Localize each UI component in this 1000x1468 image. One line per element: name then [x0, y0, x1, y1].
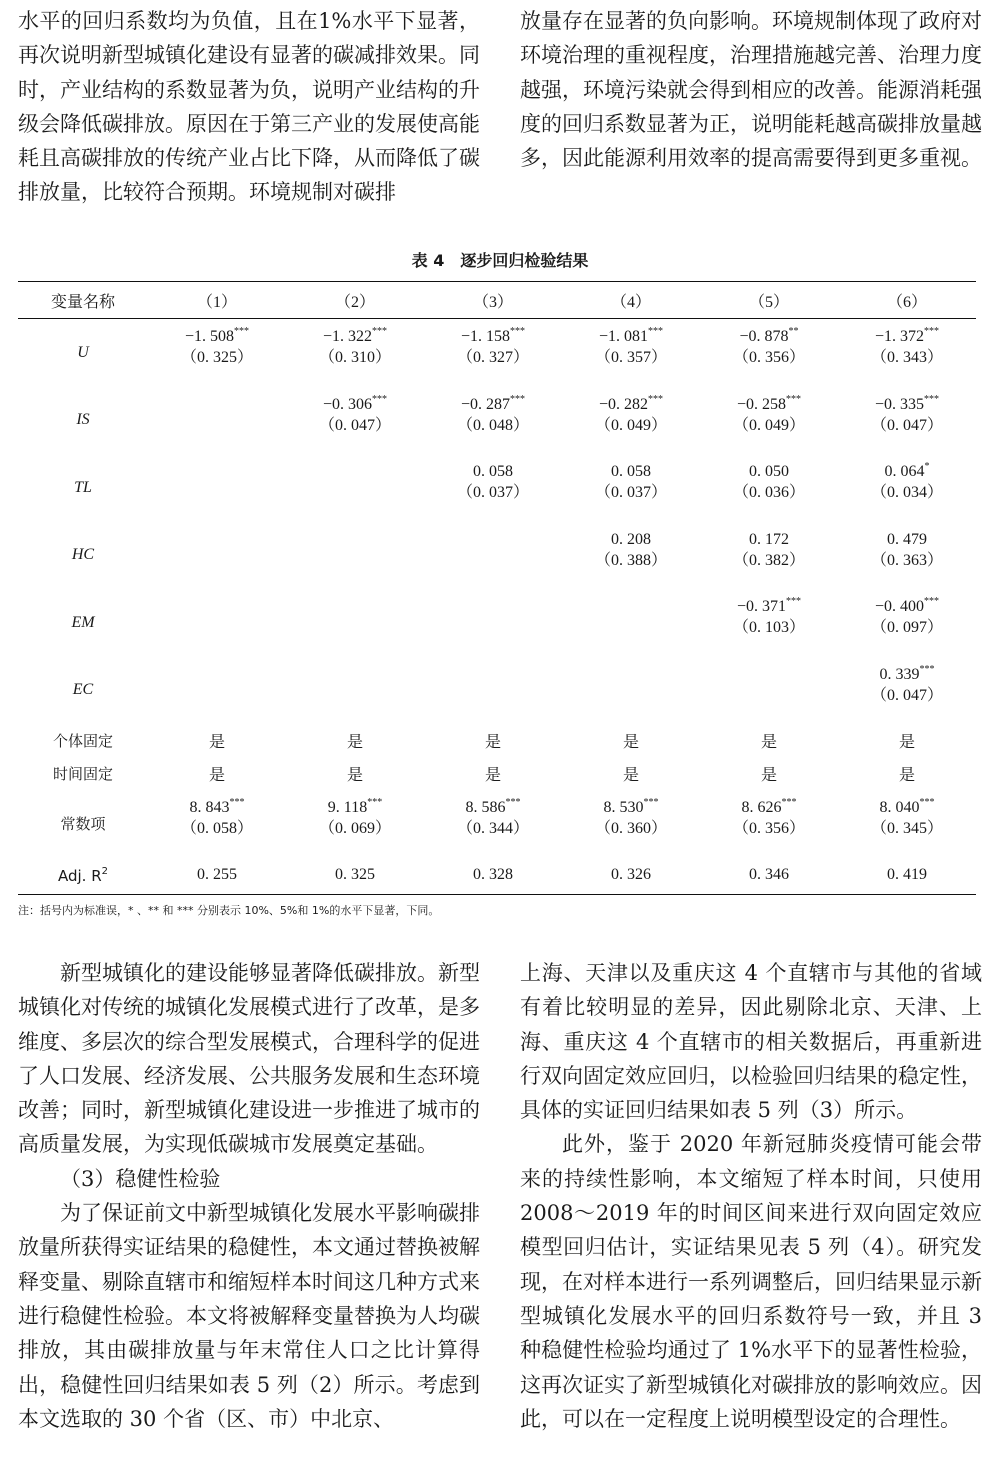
table-cell: [424, 589, 562, 657]
standard-error: [148, 480, 286, 506]
standard-error: （0. 047）: [870, 416, 943, 434]
coefficient-number: −0. 371: [736, 598, 787, 615]
table-cell: [424, 790, 562, 856]
standard-error: （0. 356）: [732, 349, 805, 366]
significance-stars: **: [788, 326, 799, 337]
standard-error: [700, 683, 838, 709]
coefficient-number: −1. 372: [874, 328, 925, 345]
table-cell: 是: [622, 767, 639, 784]
standard-error: （0. 360）: [594, 820, 667, 837]
table-cell: [286, 790, 424, 856]
coefficient-value: [700, 319, 838, 345]
coefficient-number: −0. 335: [874, 395, 925, 413]
header-cell: （2）: [286, 282, 424, 319]
variable-name: TL: [74, 478, 92, 496]
coefficient-value: [562, 522, 700, 548]
significance-stars: ***: [648, 326, 664, 337]
table-cell: 0. 326: [562, 856, 700, 895]
significance-stars: ***: [372, 326, 388, 337]
top-left-column: [18, 4, 480, 210]
body-paragraph: 为了保证前文中新型城镇化发展水平影响碳排放量所获得实证结果的稳健性，本文通过替换被解释变量、剔除直辖市和缩短样本时间这几种方式来进行稳健性检验。本文将被解释变量替换为人均碳排放，其由碳排放量与年末常住人口之比计算得出，稳健性回归结果如表 5 列（2）所示。考虑到本文选取的 30 个省（区、市）中北京、: [18, 1201, 480, 1431]
significance-stars: ***: [234, 326, 250, 337]
standard-error: （0. 034）: [870, 484, 943, 501]
coefficient-value: [424, 319, 562, 345]
coefficient-value: [838, 790, 976, 816]
coefficient-value: [700, 454, 838, 480]
coefficient-value: [424, 589, 562, 615]
standard-error: [424, 615, 562, 641]
table-cell: 0. 346: [700, 856, 838, 895]
table-cell: [286, 589, 424, 657]
table-cell: 是: [760, 734, 777, 751]
coefficient-value: [148, 657, 286, 683]
coefficient-number: 0. 058: [473, 463, 513, 480]
standard-error: （0. 357）: [594, 349, 667, 366]
standard-error: （0. 047）: [870, 686, 943, 704]
table-row: [18, 589, 976, 657]
standard-error: （0. 049）: [594, 416, 667, 434]
table-body: [18, 319, 976, 895]
table-cell: 0. 419: [838, 856, 976, 895]
header-cell: （1）: [148, 282, 286, 319]
coefficient-value: [838, 589, 976, 615]
standard-error: [562, 615, 700, 641]
coefficient-number: 0. 208: [611, 530, 651, 548]
coefficient-value: [286, 319, 424, 345]
coefficient-value: [286, 790, 424, 816]
standard-error: （0. 343）: [870, 349, 943, 366]
table-cell: 是: [622, 734, 639, 751]
row-label: 时间固定: [52, 765, 113, 783]
table-cell: 是: [208, 734, 225, 751]
variable-name: HC: [71, 546, 95, 564]
standard-error: [286, 615, 424, 641]
coefficient-number: −0. 287: [460, 395, 511, 413]
coefficient-value: [286, 589, 424, 615]
body-paragraph: 新型城镇化的建设能够显著降低碳排放。新型城镇化对传统的城镇化发展模式进行了改革，是多维度、多层次的综合型发展模式，合理科学的促进了人口发展、经济发展、公共服务发展和生态环境改善；同时，新型城镇化建设进一步推进了城市的高质量发展，为实现低碳城市发展奠定基础。: [18, 961, 480, 1157]
significance-stars: ***: [924, 393, 940, 405]
standard-error: [424, 548, 562, 574]
table-row: [18, 657, 976, 725]
significance-stars: ***: [367, 797, 383, 808]
standard-error: [148, 683, 286, 709]
standard-error: （0. 310）: [318, 349, 391, 366]
variable-name: EM: [71, 613, 95, 631]
table-cell: 是: [760, 767, 777, 784]
coefficient-value: [286, 387, 424, 413]
bottom-left-column: [18, 956, 480, 1436]
coefficient-value: [562, 454, 700, 480]
standard-error: [286, 480, 424, 506]
coefficient-value: [148, 522, 286, 548]
standard-error: （0. 069）: [318, 820, 391, 837]
body-paragraph: 此外，鉴于 2020 年新冠肺炎疫情可能会带来的持续性影响，本文缩短了样本时间，只使用 2008～2019 年的时间区间来进行双向固定效应模型回归估计，实证结果见表 5 列（4）。研究发现，在对样本进行一系列调整后，回归结果显示新型城镇化发展水平的回归系数符号一致，并且 3 种稳健性检验均通过了 1%水平下的显著性检验，这再次证实了新型城镇化对碳排放的影响效应。因此，可以在一定程度上说明模型设定的合理性。: [520, 1132, 982, 1431]
table-row: [18, 387, 976, 455]
table-note: 注：括号内为标准误，* 、** 和 *** 分别表示 10%、5%和 1%的水平下显著，下同。: [18, 904, 440, 917]
coefficient-value: [148, 319, 286, 345]
table-row: [18, 790, 976, 856]
coefficient-value: [562, 790, 700, 816]
coefficient-number: 8. 843: [189, 799, 230, 816]
coefficient-value: [424, 454, 562, 480]
coefficient-number: 0. 050: [749, 463, 789, 480]
standard-error: （0. 363）: [870, 551, 943, 569]
coefficient-value: [562, 319, 700, 345]
coefficient-value: [838, 319, 976, 345]
table-cell: [424, 387, 562, 455]
table-cell: [424, 657, 562, 725]
table-cell: 0. 328: [424, 856, 562, 895]
body-text: 放量存在显著的负向影响。环境规制体现了政府对环境治理的重视程度，治理措施越完善、治理力度越强，环境污染就会得到相应的改善。能源消耗强度的回归系数显著为正，说明能耗越高碳排放量越多，因此能源利用效率的提高需要得到更多重视。: [520, 9, 982, 171]
table-row: [18, 724, 976, 757]
table-cell: [148, 522, 286, 590]
table-cell: [286, 522, 424, 590]
coefficient-value: [700, 589, 838, 615]
table-cell: [700, 589, 838, 657]
significance-stars: ***: [924, 596, 940, 607]
table-cell: [148, 657, 286, 725]
table-cell: [700, 454, 838, 522]
coefficient-value: [148, 387, 286, 413]
table-row: [18, 319, 976, 387]
significance-stars: ***: [648, 393, 664, 405]
coefficient-number: −1. 322: [322, 328, 373, 345]
coefficient-number: 8. 530: [603, 799, 644, 816]
table-cell: [700, 522, 838, 590]
standard-error: （0. 345）: [870, 820, 943, 837]
coefficient-number: 8. 586: [465, 799, 506, 816]
coefficient-number: −0. 400: [874, 598, 925, 615]
bottom-right-column: [520, 956, 982, 1436]
coefficient-value: [700, 790, 838, 816]
table-cell: [838, 522, 976, 590]
table-header-row: [18, 282, 976, 319]
table-cell: [838, 657, 976, 725]
coefficient-number: 8. 626: [741, 799, 782, 816]
table-cell: 是: [346, 767, 363, 784]
standard-error: [148, 413, 286, 439]
coefficient-value: [424, 657, 562, 683]
table-cell: [424, 319, 562, 387]
table-cell: 是: [898, 734, 915, 751]
coefficient-value: [562, 589, 700, 615]
standard-error: [424, 683, 562, 709]
coefficient-value: [838, 387, 976, 413]
coefficient-number: 0. 172: [749, 530, 789, 548]
standard-error: [562, 683, 700, 709]
table-cell: [700, 387, 838, 455]
table-cell: [562, 319, 700, 387]
coefficient-number: 0. 339: [879, 665, 920, 683]
coefficient-value: [424, 790, 562, 816]
table-row: [18, 856, 976, 895]
significance-stars: ***: [786, 393, 802, 405]
header-cell: （6）: [838, 282, 976, 319]
significance-stars: ***: [924, 326, 940, 337]
table-cell: [286, 387, 424, 455]
table-cell: [838, 319, 976, 387]
standard-error: [148, 615, 286, 641]
coefficient-value: [838, 657, 976, 683]
coefficient-value: [838, 522, 976, 548]
table-cell: [562, 589, 700, 657]
significance-stars: ***: [510, 326, 526, 337]
table-row: [18, 522, 976, 590]
coefficient-number: 0. 479: [887, 530, 927, 548]
significance-stars: ***: [781, 797, 797, 808]
significance-stars: ***: [505, 797, 521, 808]
table-cell: [838, 387, 976, 455]
coefficient-value: [838, 454, 976, 480]
coefficient-number: −0. 258: [736, 395, 787, 413]
standard-error: （0. 388）: [594, 551, 667, 569]
standard-error: （0. 325）: [180, 349, 253, 366]
significance-stars: ***: [919, 797, 935, 808]
coefficient-value: [700, 657, 838, 683]
row-label: 常数项: [60, 814, 106, 833]
standard-error: （0. 058）: [180, 820, 253, 837]
standard-error: （0. 047）: [318, 416, 391, 434]
table-title: 表 4 逐步回归检验结果: [411, 251, 589, 270]
table-cell: [286, 657, 424, 725]
standard-error: （0. 097）: [870, 619, 943, 636]
table-cell: [700, 790, 838, 856]
body-text: 水平的回归系数均为负值，且在1%水平下显著，再次说明新型城镇化建设有显著的碳减排效果。同时，产业结构的系数显著为负，说明产业结构的升级会降低碳排放。原因在于第三产业的发展使高能耗且高碳排放的传统产业占比下降，从而降低了碳排放量，比较符合预期。环境规制对碳排: [18, 9, 480, 205]
standard-error: [286, 548, 424, 574]
table-cell: [700, 319, 838, 387]
coefficient-value: [286, 522, 424, 548]
table-row: [18, 454, 976, 522]
table-cell: 是: [346, 734, 363, 751]
table-cell: [424, 454, 562, 522]
coefficient-number: 0. 064: [884, 463, 925, 480]
coefficient-value: [148, 454, 286, 480]
header-cell: （3）: [424, 282, 562, 319]
top-right-column: [520, 4, 982, 175]
significance-stars: ***: [786, 596, 802, 607]
standard-error: （0. 327）: [456, 349, 529, 366]
table-cell: [562, 522, 700, 590]
coefficient-number: 9. 118: [327, 799, 368, 816]
coefficient-number: −0. 878: [739, 328, 789, 345]
coefficient-number: −0. 282: [598, 395, 649, 413]
coefficient-value: [562, 387, 700, 413]
table-cell: [838, 790, 976, 856]
standard-error: （0. 049）: [732, 416, 805, 434]
coefficient-value: [562, 657, 700, 683]
significance-stars: ***: [372, 393, 388, 405]
standard-error: [286, 683, 424, 709]
header-cell: （4）: [562, 282, 700, 319]
adj-r2-label: Adj. R: [57, 866, 102, 885]
table-cell: 0. 325: [286, 856, 424, 895]
coefficient-value: [700, 522, 838, 548]
standard-error: （0. 037）: [456, 484, 529, 501]
coefficient-value: [148, 790, 286, 816]
table-cell: [148, 589, 286, 657]
table-cell: 是: [484, 734, 501, 751]
table-cell: 是: [898, 767, 915, 784]
coefficient-number: −0. 306: [322, 395, 373, 413]
coefficient-value: [148, 589, 286, 615]
table-cell: [562, 657, 700, 725]
standard-error: （0. 037）: [594, 484, 667, 501]
table-cell: [838, 454, 976, 522]
row-label: [18, 856, 148, 895]
coefficient-value: [424, 522, 562, 548]
coefficient-number: −1. 081: [598, 328, 649, 345]
standard-error: [148, 548, 286, 574]
table-cell: [286, 319, 424, 387]
coefficient-value: [286, 454, 424, 480]
table-cell: [148, 387, 286, 455]
row-label: 个体固定: [52, 732, 113, 750]
table-cell: [424, 522, 562, 590]
significance-stars: *: [924, 461, 930, 472]
table-cell: [562, 790, 700, 856]
table-cell: [286, 454, 424, 522]
standard-error: （0. 356）: [732, 820, 805, 837]
significance-stars: ***: [510, 393, 526, 405]
coefficient-number: −1. 158: [460, 328, 511, 345]
table-cell: [562, 387, 700, 455]
section-heading: （3）稳健性检验: [60, 1166, 221, 1191]
regression-table: [18, 281, 976, 895]
standard-error: （0. 103）: [732, 619, 805, 636]
standard-error: （0. 036）: [732, 484, 805, 501]
table-cell: [148, 790, 286, 856]
table-cell: [562, 454, 700, 522]
table-cell: [838, 589, 976, 657]
table-cell: [700, 657, 838, 725]
table-cell: 是: [208, 767, 225, 784]
table-cell: 是: [484, 767, 501, 784]
standard-error: （0. 344）: [456, 820, 529, 837]
coefficient-number: −1. 508: [184, 328, 235, 345]
significance-stars: ***: [919, 663, 935, 675]
table-cell: [148, 454, 286, 522]
variable-name: IS: [76, 411, 90, 429]
header-cell: 变量名称: [18, 282, 148, 319]
significance-stars: ***: [229, 797, 245, 808]
standard-error: （0. 048）: [456, 416, 529, 434]
variable-name: EC: [72, 681, 94, 699]
coefficient-value: [424, 387, 562, 413]
significance-stars: ***: [643, 797, 659, 808]
table-cell: [148, 319, 286, 387]
body-paragraph: 上海、天津以及重庆这 4 个直辖市与其他的省域有着比较明显的差异，因此剔除北京、天津、上海、重庆这 4 个直辖市的相关数据后，再重新进行双向固定效应回归，以检验回归结果的稳定性，具体的实证回归结果如表 5 列（3）所示。: [520, 961, 982, 1123]
table-row: [18, 757, 976, 790]
standard-error: （0. 382）: [732, 551, 805, 569]
table-cell: 0. 255: [148, 856, 286, 895]
coefficient-number: 0. 058: [611, 463, 651, 480]
variable-name: U: [77, 343, 89, 361]
coefficient-value: [286, 657, 424, 683]
adj-r2-superscript: 2: [101, 865, 109, 877]
header-cell: （5）: [700, 282, 838, 319]
coefficient-value: [700, 387, 838, 413]
coefficient-number: 8. 040: [879, 799, 920, 816]
